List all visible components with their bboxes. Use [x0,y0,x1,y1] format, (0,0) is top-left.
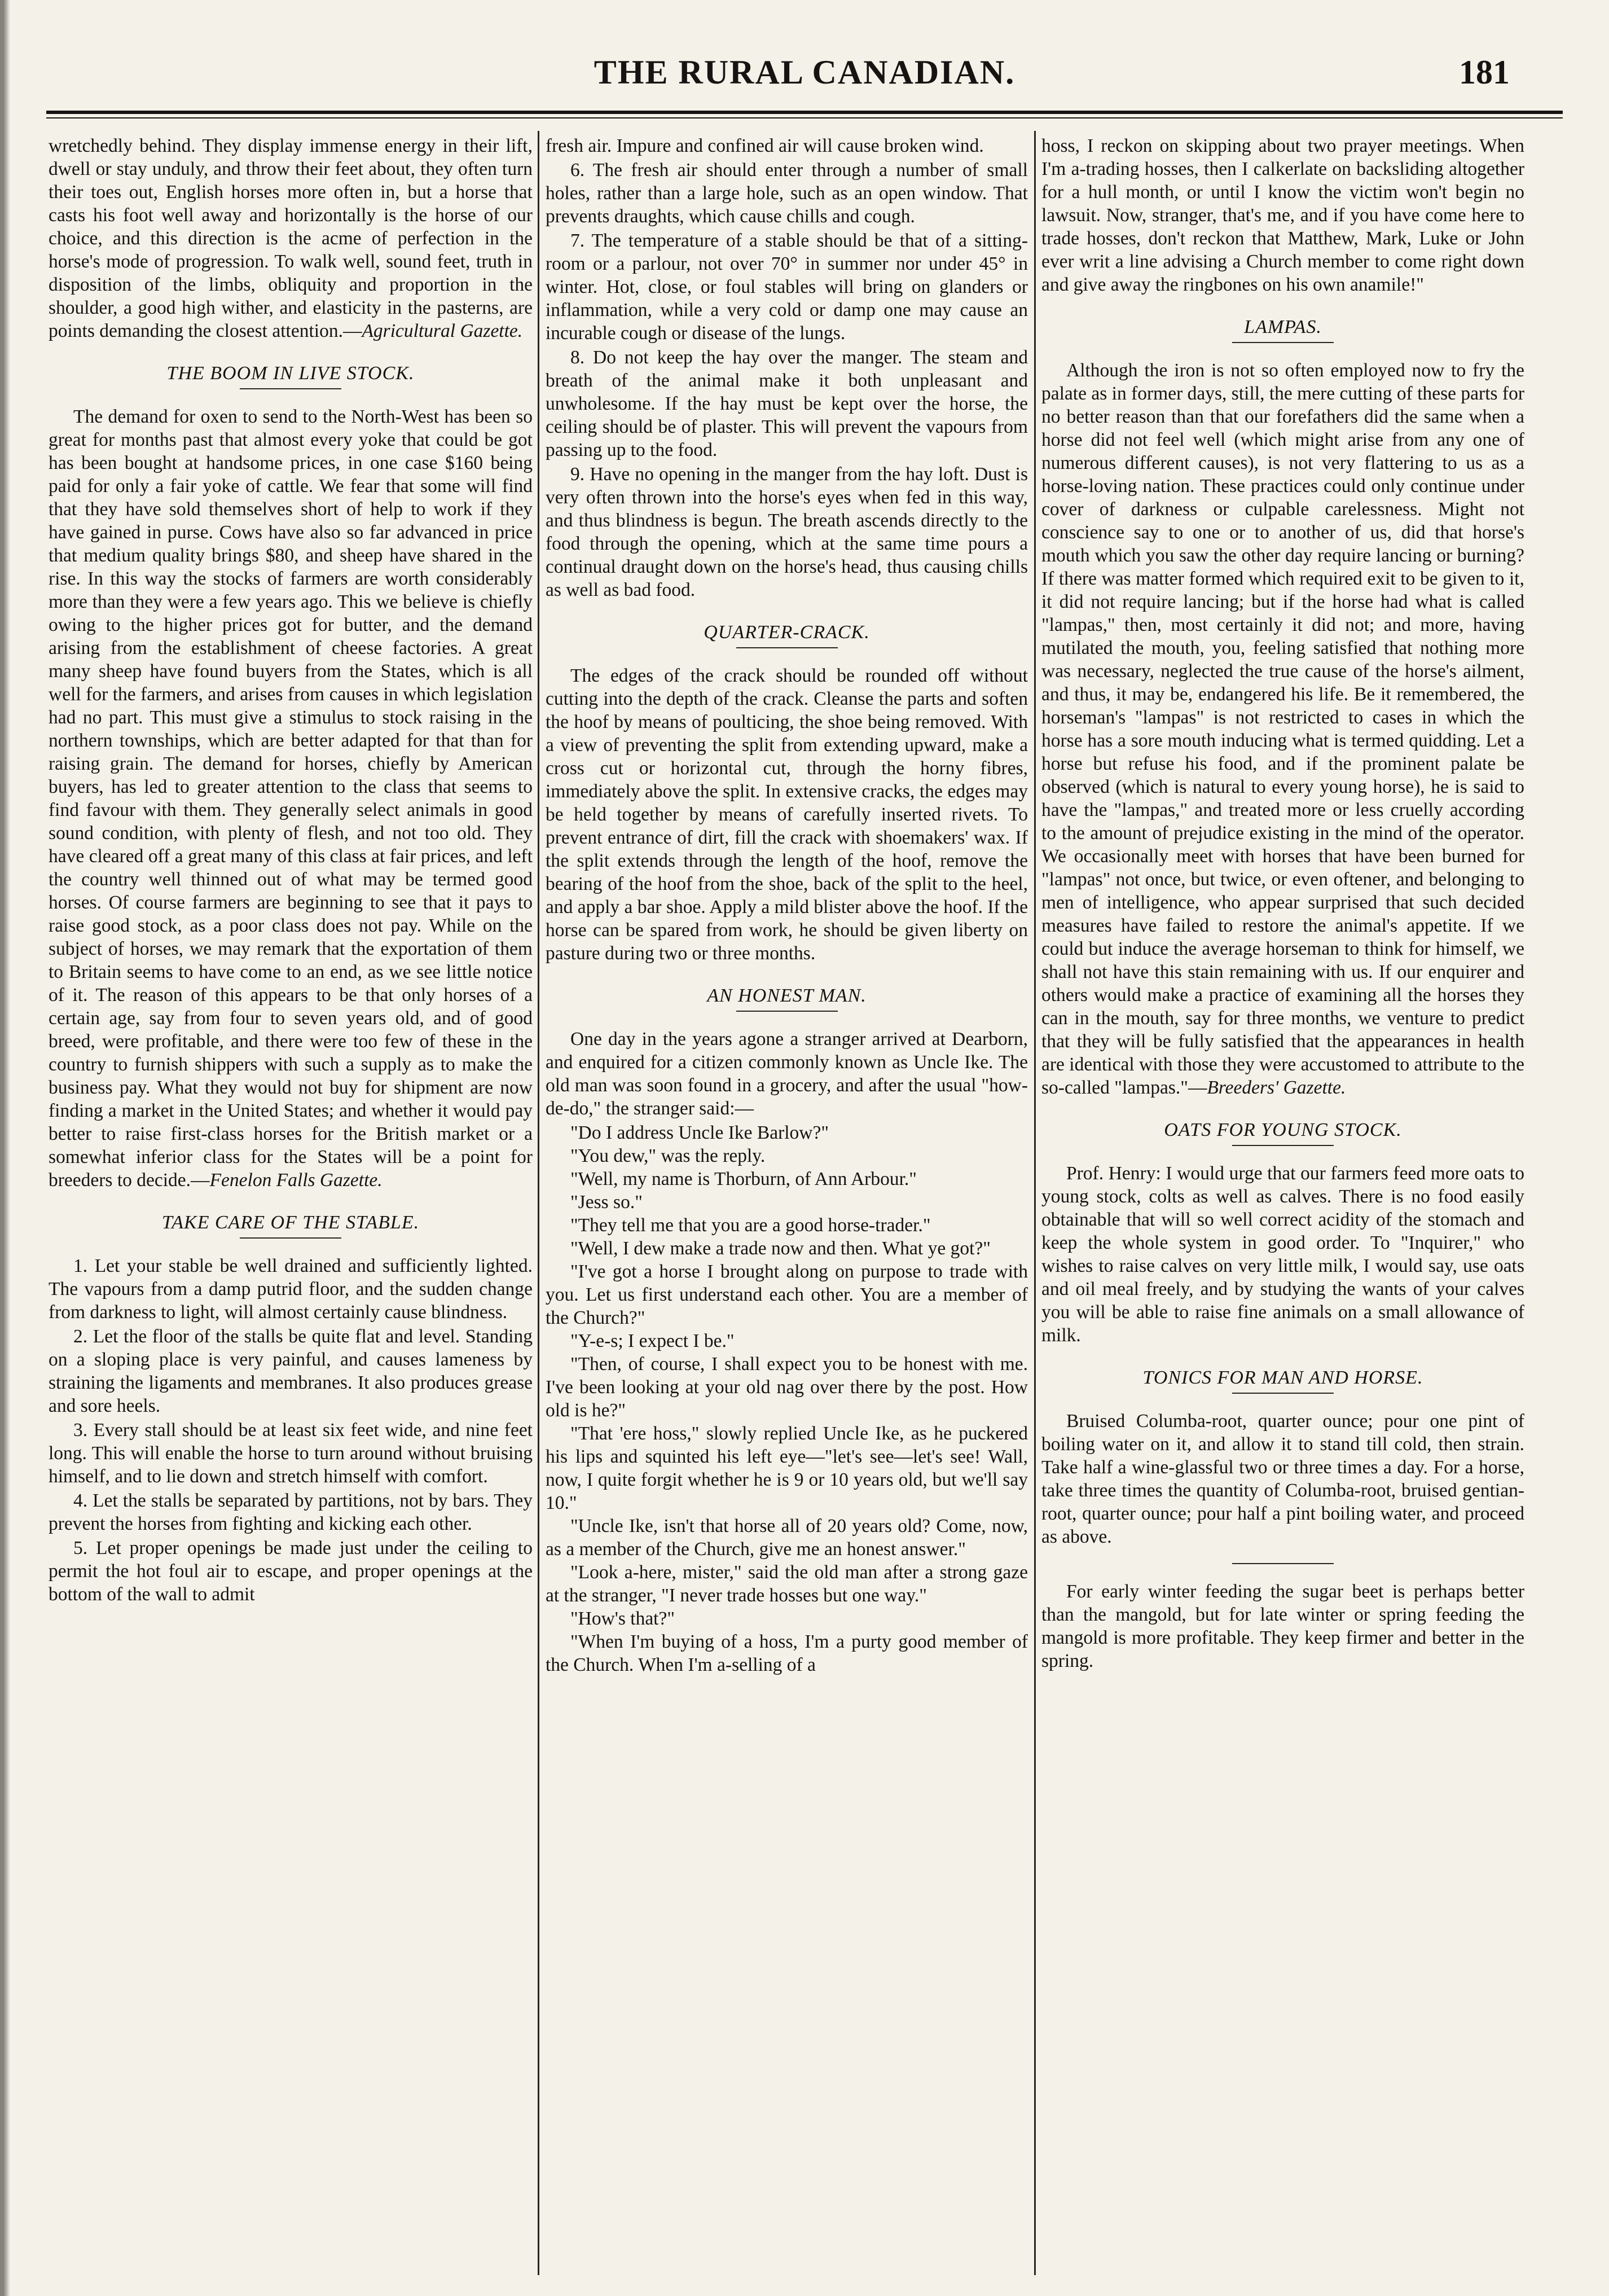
section-title: OATS FOR YOUNG STOCK. [1164,1120,1402,1140]
list-item: 2. Let the floor of the stalls be quite flat and level. Standing on a sloping place is very painful, and causes lameness by straining the ligaments and membranes. It also produces grease and sore heels. [49,1326,533,1416]
column-1 [49,134,533,2285]
dialog-line: "You dew," was the reply. [570,1145,766,1166]
paragraph-text: Although the iron is not so often employed now to fry the palate as in former days, still, the mere cutting of these parts for no better reason than that our forefathers did the same when a horse did not feel well (which might arise from any one of numerous different causes), is not very flattering to us as a horse-loving nation. These practices could only continue under cover of darkness or culpable carelessness. Might not conscience say to one or to another of us, did that horse's mouth which you saw the other day require lancing or burning? If there was matter formed which required exit to be given to it, it did not require lancing; but if the horse had what is called "lampas," then, most certainly it did not; and more, having mutilated the mouth, you, feeling satisfied that nothing more was necessary, neglected the true cause of the horse's ailment, and thus, it may be, endangered his life. Be it remembered, the horseman's "lampas" is not restricted to cases in which the horse has a sore mouth inducing what is termed quidding. Let a horse but refuse his food, and if the prominent palate be observed (which is natural to every young horse), he is said to have the "lampas," and treated more or less cruelly according to the amount of prejudice existing in the mind of the operator. We occasionally meet with horses that have been burned for "lampas" not once, but twice, or even oftener, and belonging to men of intelligence, who appear surprised that such decided measures have failed to restore the animal's appetite. If we could but induce the average horseman to think for himself, we shall not have this stain remaining with us. If our enquirer and others would make a practice of examining all the horses they can in the mouth, say for three months, we venture to predict that they will be fully satisfied that the appearances in health are identical with those they were accustomed to attribute to the so-called "lampas."— [1041,360,1524,1098]
dialog-line: "Look a-here, mister," said the old man after a strong gaze at the stranger, "I never trade hosses but one way." [546,1562,1028,1606]
article-paragraph: For early winter feeding the sugar beet is perhaps better than the mangold, but for late winter or spring feeding the mangold is more profitable. They keep firmer and better in the spring. [1041,1581,1524,1671]
article-paragraph: hoss, I reckon on skipping about two prayer meetings. When I'm a-trading hosses, then I calkerlate on backsliding altogether for a hull month, or until I know the victim won't begin no lawsuit. Now, stranger, that's me, and if you have come here to trade hosses, don't reckon that Matthew, Mark, Luke or John ever writ a line advising a Church member to come right down and give away the ringbones on his own anamile!" [1041,135,1524,295]
section-rule [736,1011,838,1012]
dialog-line: "Y-e-s; I expect I be." [570,1331,735,1351]
dialog-line: "When I'm buying of a hoss, I'm a purty good member of the Church. When I'm a-selling of a [546,1631,1028,1675]
dialog-line: "Do I address Uncle Ike Barlow?" [570,1122,829,1143]
header-rule-thin [46,117,1563,118]
section-rule [1232,1145,1334,1146]
paragraph-text: The demand for oxen to send to the North-West has been so great for months past that almost every yoke that could be got has been bought at handsome prices, in one case $160 being paid for only a fair yoke of cattle. We fear that some will find that they have sold themselves short of help to work if they have gained in purse. Cows have also so far advanced in price that medium quality brings $80, and sheep have shared in the rise. In this way the stocks of farmers are worth considerably more than they were a few years ago. This we believe is chiefly owing to the higher prices got for butter, and the demand arising from the establishment of cheese factories. A great many sheep have found buyers from the States, which is all well for the farmers, and arises from causes in which legislation had no part. This must give a stimulus to stock raising in the northern townships, which are better adapted for that than for raising grain. The demand for horses, chiefly by American buyers, has led to greater attention to the class that seems to find favour with them. They generally select animals in good sound condition, with plenty of flesh, and not too old. They have cleared off a great many of this class at fair prices, and left the country well thinned out of what may be termed good horses. Of course farmers are beginning to see that it pays to raise good stock, as a poor class does not pay. While on the subject of horses, we may remark that the exportation of them to Britain seems to have come to an end, as we see little notice of it. The reason of this appears to be that only horses of a certain age, say from four to seven years old, and of good breed, were profitable, and there were too few of these in the country to furnish shippers with such a supply as to make the business pay. What they would not buy for shipment are now finding a market in the United States; and whether it would pay better to raise first-class horses for the British market or a somewhat inferior class for the States will be a point for breeders to decide.— [49,406,533,1191]
dialog-line: "Jess so." [570,1192,643,1213]
dialog-line: "Uncle Ike, isn't that horse all of 20 years old? Come, now, as a member of the Church, give me an honest answer." [546,1516,1028,1560]
article-paragraph: One day in the years agone a stranger arrived at Dearborn, and enquired for a citizen commonly known as Uncle Ike. The old man was soon found in a grocery, and after the usual "how-de-do," the stranger said:— [546,1029,1028,1119]
section-rule [1232,1393,1334,1394]
article-paragraph: fresh air. Impure and confined air will cause broken wind. [546,135,984,156]
section-title: AN HONEST MAN. [707,985,867,1006]
column-divider-1 [538,131,539,2275]
section-title: QUARTER-CRACK. [704,622,870,643]
section-title: LAMPAS. [1244,317,1322,337]
section-rule [736,647,838,648]
binding-edge [0,0,10,2296]
article-paragraph: Prof. Henry: I would urge that our farmers feed more oats to young stock, colts as well as calves. There is no food easily obtainable that will so well correct acidity of the stomach and keep the whole system in good order. To "Inquirer," who wishes to raise calves on very little milk, I would say, use oats and oil meal freely, and by studying the wants of your calves you will be able to raise fine animals on a small allowance of milk. [1041,1163,1524,1346]
dialog-line: "Well, my name is Thorburn, of Ann Arbour." [570,1169,917,1189]
list-item: 4. Let the stalls be separated by partitions, not by bars. They prevent the horses from fighting and kicking each other. [49,1490,533,1534]
list-item: 8. Do not keep the hay over the manger. The steam and breath of the animal make it both unpleasant and unwholesome. If the hay must be kept over the horse, the ceiling should be of plaster. This will prevent the vapours from passing up to the food. [546,347,1028,460]
column-2 [546,134,1028,2285]
list-item: 6. The fresh air should enter through a number of small holes, rather than a large hole, such as an open window. That prevents draughts, which cause chills and cough. [546,160,1028,227]
article-paragraph [49,405,533,1192]
section-rule [240,388,341,389]
article-paragraph [1041,359,1524,1099]
column-3 [1041,134,1524,2285]
dialog-line: "I've got a horse I brought along on purpose to trade with you. Let us first understand each other. You are a member of the Church?" [546,1261,1028,1328]
section-rule [1232,342,1334,343]
list-item: 3. Every stall should be at least six feet wide, and nine feet long. This will enable the horse to turn around without bruising himself, and to lie down and stretch himself with comfort. [49,1420,533,1487]
section-title: TONICS FOR MAN AND HORSE. [1142,1367,1423,1388]
section-rule [1232,1563,1334,1564]
page-header [45,50,1564,117]
header-rule-thick [46,111,1563,114]
section-rule [240,1237,341,1239]
article-paragraph: Bruised Columba-root, quarter ounce; pour one pint of boiling water on it, and allow it to stand till cold, then strain. Take half a wine-glassful two or three times a day. For a horse, take three times the quantity of Columba-root, bruised gentian-root, quarter ounce; pour half a pint boiling water, and proceed as above. [1041,1411,1524,1547]
attribution: Agricultural Gazette. [362,321,523,341]
page-number: 181 [1459,54,1510,91]
dialog-line: "Well, I dew make a trade now and then. What ye got?" [570,1238,991,1259]
paragraph-text: wretchedly behind. They display immense energy in their lift, dwell or stay unduly, and throw their feet about, they often turn their toes out, English horses more often in, but a horse that casts his foot well away and horizontally is the horse of our choice, and this direction is the acme of perfection in the horse's mode of progression. To walk well, sound feet, truth in disposition of the limbs, obliquity and proportion in the shoulder, a good high wither, and elasticity in the pasterns, are points demanding the closest attention.— [49,135,533,341]
section-title: THE BOOM IN LIVE STOCK. [166,363,415,384]
dialog-line: "Then, of course, I shall expect you to be honest with me. I've been looking at your old nag over there by the post. How old is he?" [546,1354,1028,1421]
article-paragraph [49,134,533,343]
section-title: TAKE CARE OF THE STABLE. [161,1212,420,1233]
dialog-line: "How's that?" [570,1608,675,1629]
list-item: 7. The temperature of a stable should be that of a sitting-room or a parlour, not over 70° in summer nor under 45° in winter. Hot, close, or foul stables will bring on glanders or inflammation, while a very cold or damp one may cause an incurable cough or disease of the lungs. [546,230,1028,344]
masthead-title: THE RURAL CANADIAN. [594,54,1015,91]
dialog-line: "They tell me that you are a good horse-trader." [570,1215,931,1236]
list-item: 1. Let your stable be well drained and sufficiently lighted. The vapours from a damp putrid floor, and the sudden change from darkness to light, will almost certainly cause blindness. [49,1255,533,1323]
dialog-line: "That 'ere hoss," slowly replied Uncle Ike, as he puckered his lips and squinted his left eye—"let's see—let's see! Wall, now, I quite forgit whether he is 9 or 10 years old, but we'll say 10." [546,1423,1028,1513]
column-divider-2 [1034,131,1036,2275]
attribution: Fenelon Falls Gazette. [209,1170,383,1191]
article-paragraph: The edges of the crack should be rounded off without cutting into the depth of the crack. Cleanse the parts and soften the hoof by means of poulticing, the shoe being removed. With a view of preventing the split from extending upward, make a cross cut or horizontal cut, through the horny fibres, immediately above the split. In extensive cracks, the edges may be held together by means of carefully inserted rivets. To prevent entrance of dirt, fill the crack with shoemakers' wax. If the split extends through the length of the hoof, remove the bearing of the hoof from the shoe, back of the split to the heel, and apply a bar shoe. Apply a mild blister above the hoof. If the horse can be spared from work, he should be given liberty on pasture during two or three months. [546,665,1028,964]
attribution: Breeders' Gazette. [1207,1077,1346,1098]
list-item: 9. Have no opening in the manger from the hay loft. Dust is very often thrown into the horse's eyes when fed in this way, and thus blindness is begun. The breath ascends directly to the food through the opening, which at the same time pours a continual draught down on the horse's head, thus causing chills as well as bad food. [546,464,1028,600]
list-item: 5. Let proper openings be made just under the ceiling to permit the hot foul air to escape, and proper openings at the bottom of the wall to admit [49,1538,533,1605]
